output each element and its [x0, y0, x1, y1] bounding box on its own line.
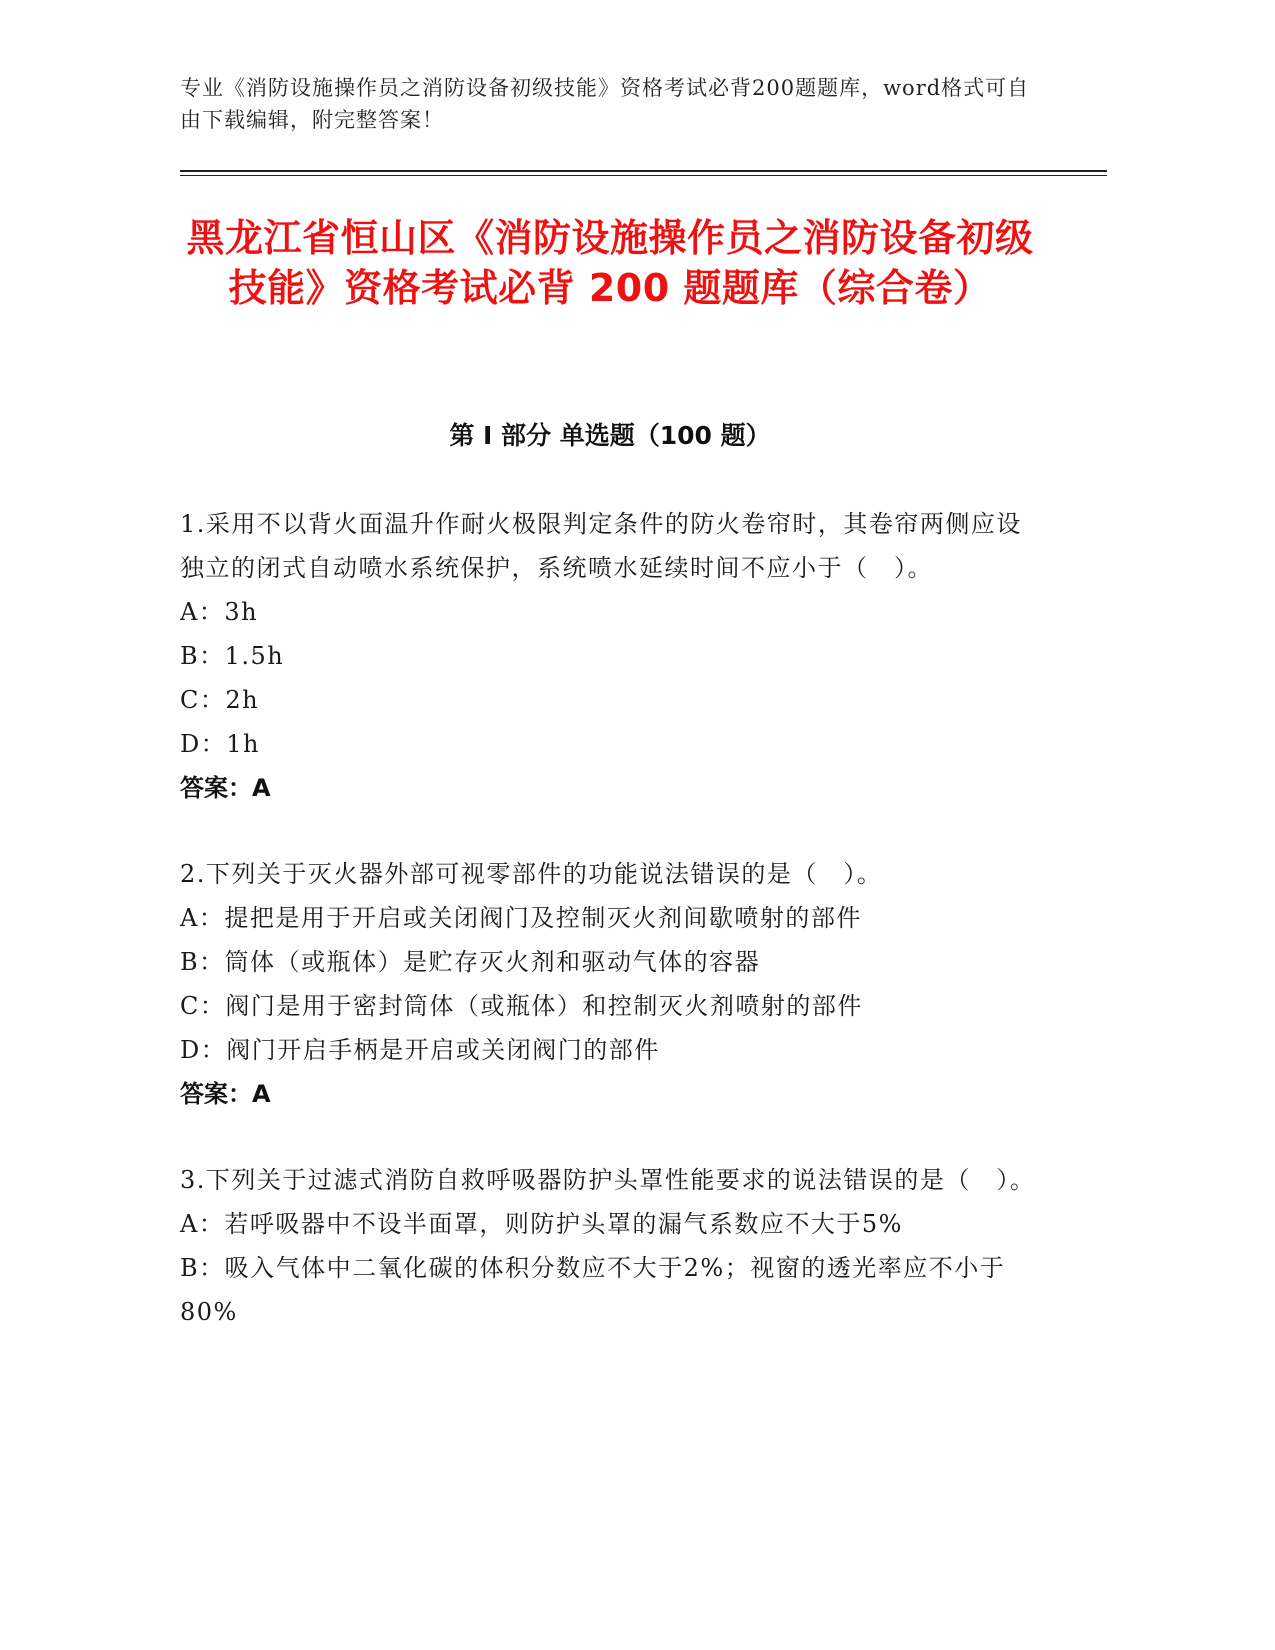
- question-1: [180, 502, 1040, 810]
- option-a: A：若呼吸器中不设半面罩，则防护头罩的漏气系数应不大于5%: [180, 1210, 903, 1238]
- option-b: B：筒体（或瓶体）是贮存灭火剂和驱动气体的容器: [180, 948, 761, 976]
- question-stem: 2.下列关于灭火器外部可视零部件的功能说法错误的是（ ）。: [180, 860, 883, 888]
- option-b: B：吸入气体中二氧化碳的体积分数应不大于2%；视窗的透光率应不小于80%: [180, 1254, 1006, 1326]
- option-a: A：3h: [180, 598, 259, 626]
- answer: 答案：A: [180, 774, 271, 802]
- header-divider-thick: [180, 170, 1107, 172]
- question-3: [180, 1158, 1040, 1334]
- question-stem: 3.下列关于过滤式消防自救呼吸器防护头罩性能要求的说法错误的是（ ）。: [180, 1166, 1036, 1194]
- question-gap: [180, 810, 1040, 852]
- option-b: B：1.5h: [180, 642, 285, 670]
- document-title: 黑龙江省恒山区《消防设施操作员之消防设备初级技能》资格考试必背 200 题题库（综合卷）: [186, 216, 1034, 310]
- section-title: 第 I 部分 单选题（100 题）: [449, 421, 771, 450]
- answer: 答案：A: [180, 1080, 271, 1108]
- header-divider-thin: [180, 175, 1107, 176]
- question-stem: 1.采用不以背火面温升作耐火极限判定条件的防火卷帘时，其卷帘两侧应设独立的闭式自动喷水系统保护，系统喷水延续时间不应小于（ ）。: [180, 510, 1022, 582]
- option-c: C：阀门是用于密封筒体（或瓶体）和控制灭火剂喷射的部件: [180, 992, 863, 1020]
- option-d: D：1h: [180, 730, 260, 758]
- option-d: D：阀门开启手柄是开启或关闭阀门的部件: [180, 1036, 660, 1064]
- option-c: C：2h: [180, 686, 260, 714]
- question-2: [180, 852, 1040, 1116]
- header-note: 专业《消防设施操作员之消防设备初级技能》资格考试必背200题题库，word格式可自由下载编辑，附完整答案！: [180, 76, 1030, 132]
- question-list: [180, 502, 1040, 1334]
- option-a: A：提把是用于开启或关闭阀门及控制灭火剂间歇喷射的部件: [180, 904, 862, 932]
- question-gap: [180, 1116, 1040, 1158]
